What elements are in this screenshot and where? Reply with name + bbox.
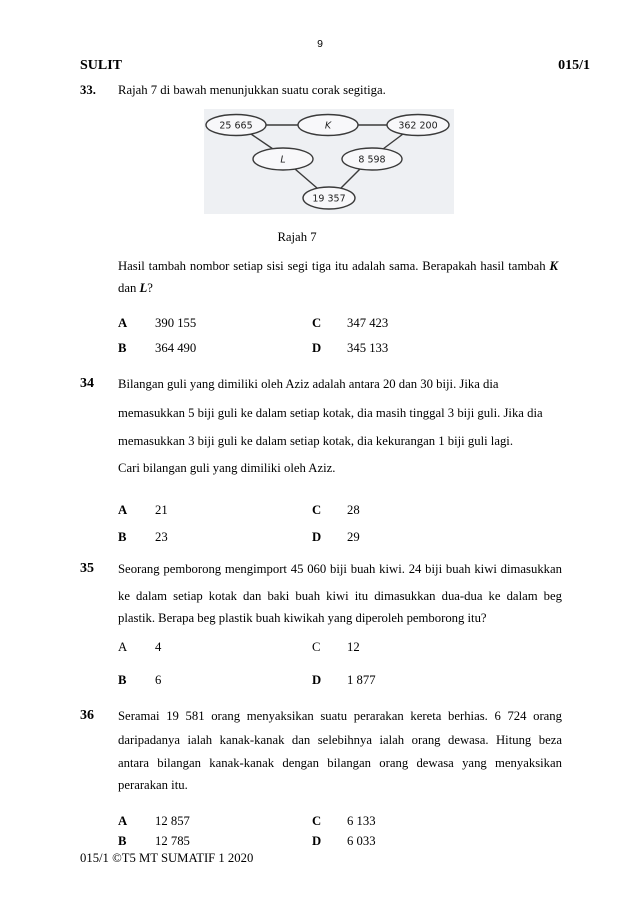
diagram-node-top-middle: K [324,120,332,132]
q33-stem: Rajah 7 di bawah menunjukkan suatu corak segitiga. [118,83,386,97]
q33-prompt-end: ? [147,281,153,295]
q34-option-d-value: 29 [347,530,360,544]
diagram-node-middle-left: L [280,154,286,166]
q33-prompt-text: Hasil tambah nombor setiap sisi segi tiga itu adalah sama. Berapakah hasil tambah [118,259,550,273]
diagram-node-top-right: 362 200 [398,120,438,132]
q34-stem-line: Bilangan guli yang dimiliki oleh Aziz adalah antara 20 dan 30 biji. Jika dia [118,377,499,391]
q35-option-b-value: 6 [155,673,162,687]
q34-stem-line: memasukkan 5 biji guli ke dalam setiap kotak, dia masih tinggal 3 biji guli. Jika dia [118,406,543,420]
header-paper-code: 015/1 [558,58,590,73]
diagram-caption: Rajah 7 [277,230,317,244]
q33-variable-k: K [549,259,558,273]
q33-option-c-value: 347 423 [347,316,389,330]
q36-option-d-value: 6 033 [347,834,376,848]
q35-stem-line: Seorang pemborong mengimport 45 060 biji buah kiwi. 24 biji buah kiwi dimasukkan [118,562,562,576]
q35-number: 35 [80,561,94,576]
q33-prompt-line-1 [118,258,558,274]
q36-number: 36 [80,708,94,723]
q36-stem-line: perarakan itu. [118,778,188,792]
q35-option-b-letter: B [118,673,127,687]
q34-option-a-value: 21 [155,503,168,517]
q34-option-a-letter: A [118,503,128,517]
q33-prompt-line-2 [118,280,153,296]
q35-option-c-value: 12 [347,640,360,654]
q33-option-b-letter: B [118,341,127,355]
q33-option-d-letter: D [312,341,322,355]
q34-option-b-value: 23 [155,530,168,544]
q34-option-c-value: 28 [347,503,360,517]
q34-number: 34 [80,376,94,391]
q36-option-a-value: 12 857 [155,814,190,828]
q33-option-c-letter: C [312,316,322,330]
q36-option-a-letter: A [118,814,128,828]
q36-option-b-value: 12 785 [155,834,190,848]
rajah-7-diagram [203,108,455,215]
page-footer: 015/1 ©T5 MT SUMATIF 1 2020 [80,851,254,865]
q35-option-a-letter: A [118,640,128,654]
q36-stem-line: antara bilangan kanak-kanak dengan bilangan orang dewasa yang menyaksikan [118,756,562,770]
q36-stem-line: Seramai 19 581 orang menyaksikan suatu perarakan kereta berhias. 6 724 orang [118,709,562,723]
q36-option-c-letter: C [312,814,322,828]
q33-option-b-value: 364 490 [155,341,197,355]
q35-option-a-value: 4 [155,640,162,654]
page-number: 9 [317,38,323,50]
q33-variable-l: L [139,281,148,295]
diagram-node-top-left: 25 665 [219,120,253,132]
q34-stem-line: memasukkan 3 biji guli ke dalam setiap kotak, dia kekurangan 1 biji guli lagi. [118,434,513,448]
q36-option-b-letter: B [118,834,127,848]
q36-option-d-letter: D [312,834,322,848]
diagram-node-middle-right: 8 598 [358,154,386,166]
q33-option-a-letter: A [118,316,128,330]
q34-option-d-letter: D [312,530,322,544]
header-classification: SULIT [80,58,123,73]
q35-option-c-letter: C [312,640,321,654]
q36-stem-line: daripadanya ialah kanak-kanak dan selebihnya ialah orang dewasa. Hitung beza [118,733,562,747]
q35-stem-line: ke dalam setiap kotak dan baki buah kiwi itu dimasukkan dua-dua ke dalam beg [118,589,562,603]
q35-option-d-letter: D [312,673,322,687]
q34-question: Cari bilangan guli yang dimiliki oleh Aziz. [118,461,336,475]
q35-stem-line: plastik. Berapa beg plastik buah kiwikah yang diperoleh pemborong itu? [118,611,487,625]
q33-number: 33. [80,83,96,97]
q35-option-d-value: 1 877 [347,673,376,687]
diagram-node-bottom: 19 357 [312,193,346,205]
q34-option-b-letter: B [118,530,127,544]
q33-prompt-text: dan [118,281,140,295]
q34-option-c-letter: C [312,503,322,517]
q33-option-d-value: 345 133 [347,341,389,355]
q36-option-c-value: 6 133 [347,814,376,828]
q33-option-a-value: 390 155 [155,316,197,330]
